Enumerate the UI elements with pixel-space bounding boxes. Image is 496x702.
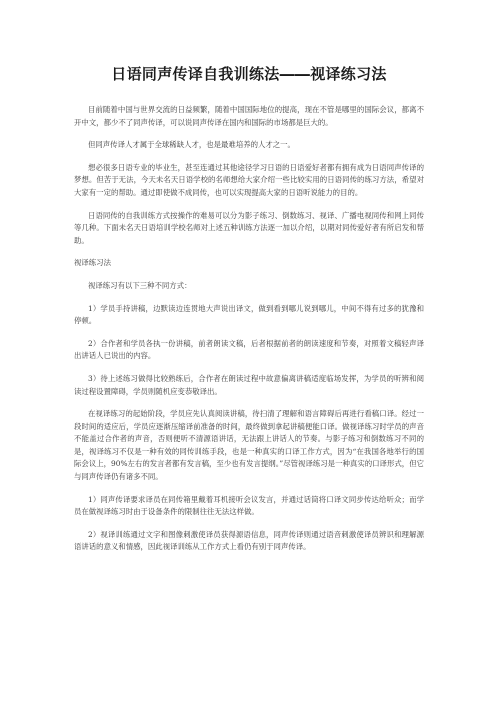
difference-item-2: 2）视译训练通过文字和图像刺激使译员获得源语信息，同声传译则通过语音刺激使译员辨识和理解源语讲话的意义和情感，因此视译训练从工作方式上看仍有别于同声传译。 <box>74 529 424 552</box>
section-heading: 视译练习法 <box>74 258 111 268</box>
paragraph-talent: 但同声传译人才属于全球稀缺人才，也是最难培养的人才之一。 <box>88 140 295 150</box>
list-item-1: 1）学员手持讲稿，边默读边连贯地大声说出译文，做到看到哪儿说到哪儿，中间不得有过多的犹豫和停顿。 <box>74 303 424 326</box>
document-title: 日语同声传译自我训练法――视译练习法 <box>111 65 387 83</box>
paragraph-dream: 想必很多日语专业的毕业生，甚至连通过其他途径学习日语的日语爱好者都有拥有成为日语同声传译的梦想。但苦于无法，今天未名天日语学校的名师想给大家介绍一些比较实用的日语同传的练习方法，希望对大家有一定的帮助。通过即使做不成同传，也可以实现提高大家的日语听说能力的目的。 <box>74 162 424 197</box>
paragraph-methods: 日语同传的自我训练方式按操作的难易可以分为影子练习、倒数练习、视译、广播电视同传和网上同传等几种。下面未名天日语培训学校名师对上述五种训练方法逐一加以介绍，以期对同传爱好者有所启发和帮助。 <box>74 210 424 245</box>
list-item-2: 2）合作者和学员各执一份讲稿，前者朗读文稿，后者根据前者的朗读速度和节奏，对照着文稿轻声译出讲话人已说出的内容。 <box>74 338 424 361</box>
difference-item-1: 1）同声传译要求译员在同传箱里戴着耳机接听会议发言，并通过话筒将口译文同步传达给听众；而学员在做视译练习时由于设备条件的限制往往无法这样做。 <box>74 494 424 517</box>
paragraph-sight-translation: 在视译练习的起始阶段，学员应先认真阅读讲稿，待扫清了理解和语言障碍后再进行看稿口译。经过一段时间的适应后，学员应逐渐压缩译前准备的时间，最终做到拿起讲稿便能口译。做视译练习时学员的声音不能盖过合作者的声音，否则便听不清源语讲话，无法跟上讲话人的节奏。与影子练习和倒数练习不同的是，视译练习不仅是一种有效的同传训练手段，也是一种真实的口译工作方式，因为“在我国各地举行的国际会议上，90%左右的发言者都有发言稿，至少也有发言提纲。”尽管视译练习是一种真实的口译形式，但它与同声传译仍有诸多不同。 <box>74 409 424 482</box>
list-item-3: 3）待上述练习做得比较熟练后，合作者在朗读过程中故意偏离讲稿适度临场发挥，为学员的听辨和阅读过程设置障碍，学员则随机应变恭敬译出。 <box>74 373 424 396</box>
paragraph-intro: 目前随着中国与世界交流的日益频繁，随着中国国际地位的提高，现在不管是哪里的国际会议，都离不开中文，都少不了同声传译，可以说同声传译在国内和国际的市场都是巨大的。 <box>74 105 424 127</box>
paragraph-three-ways: 视译练习有以下三种不同方式： <box>88 280 192 290</box>
